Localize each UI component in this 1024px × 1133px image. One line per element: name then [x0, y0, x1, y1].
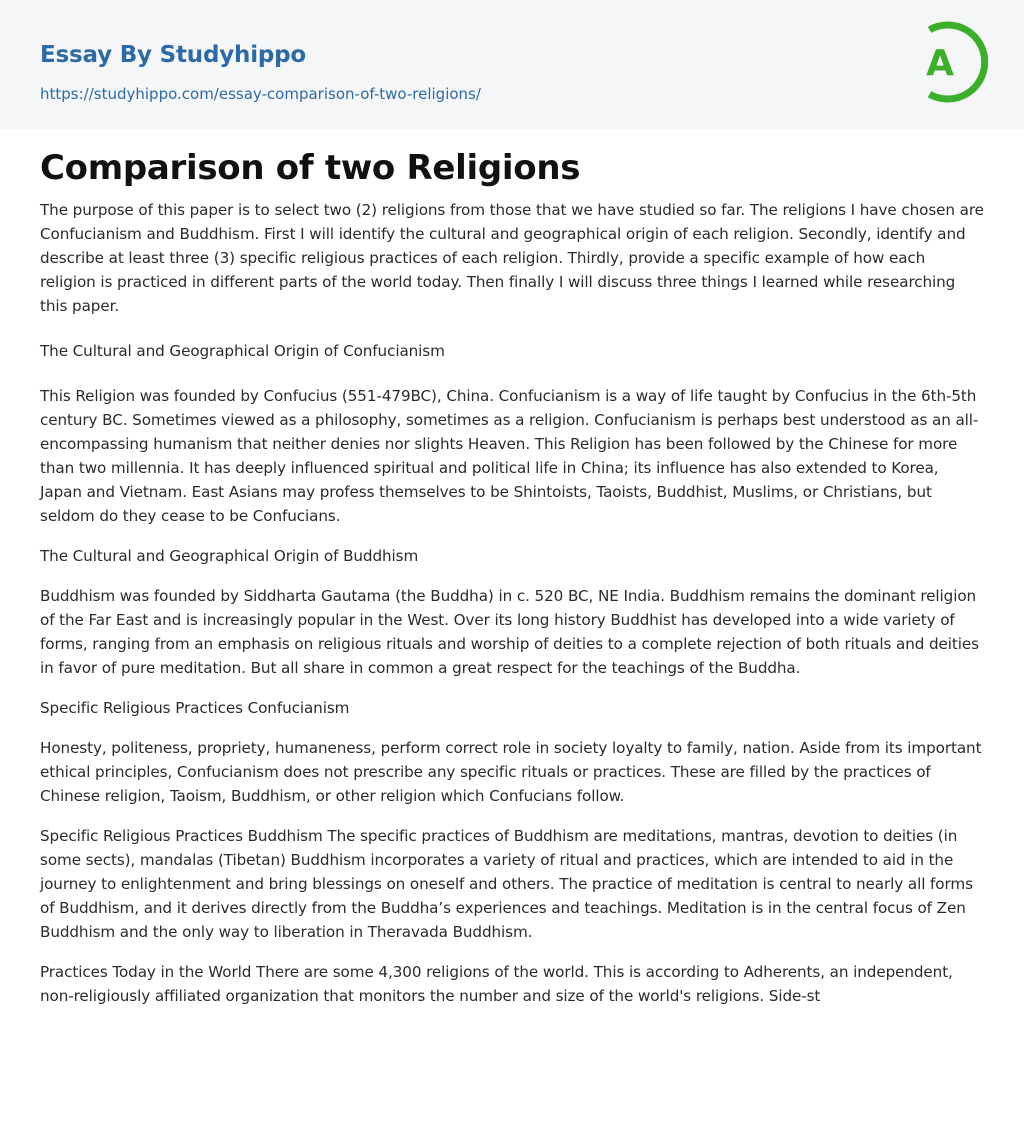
essay-content: [0, 129, 1024, 1008]
heading-confucianism-origin: The Cultural and Geographical Origin of Confucianism: [40, 342, 445, 360]
paragraph-buddhism-practices: Specific Religious Practices Buddhism The specific practices of Buddhism are meditations, mantras, devotion to deities (in some sects), mandalas (Tibetan) Buddhism incorporates a variety of ritual and practices, which are intended to aid in the journey to enlightenment and bring blessings on oneself and others. The practice of meditation is central to nearly all forms of Buddhism, and it derives directly from the Buddha’s experiences and teachings. Meditation is in the central focus of Zen Buddhism and the only way to liberation in Theravada Buddhism.: [40, 827, 973, 941]
paragraph-confucianism-practices: Honesty, politeness, propriety, humaneness, perform correct role in society loyalty to family, nation. Aside from its important ethical principles, Confucianism does not prescribe any specific rituals or practices. These are filled by the practices of Chinese religion, Taoism, Buddhism, or other religion which Confucians follow.: [40, 739, 982, 805]
page-title: Comparison of two Religions: [40, 148, 581, 188]
essay-url-link[interactable]: https://studyhippo.com/essay-comparison-of-two-religions/: [40, 85, 481, 103]
studyhippo-logo-icon[interactable]: [910, 18, 988, 106]
heading-confucianism-practices: Specific Religious Practices Confucianism: [40, 699, 350, 717]
brand-title[interactable]: Essay By Studyhippo: [40, 42, 307, 68]
intro-paragraph: The purpose of this paper is to select two (2) religions from those that we have studied so far. The religions I have chosen are Confucianism and Buddhism. First I will identify the cultural and geographical origin of each religion. Secondly, identify and describe at least three (3) specific religious practices of each religion. Thirdly, provide a specific example of how each religion is practiced in different parts of the world today. Then finally I will discuss three things I learned while researching this paper.: [40, 201, 984, 315]
paragraph-practices-today: Practices Today in the World There are some 4,300 religions of the world. This is according to Adherents, an independent, non-religiously affiliated organization that monitors the number and size of the world's religions. Side-st: [40, 963, 953, 1005]
logo-letter: A: [926, 43, 954, 84]
site-header: [0, 0, 1024, 129]
paragraph-buddhism-origin: Buddhism was founded by Siddharta Gautama (the Buddha) in c. 520 BC, NE India. Buddhism remains the dominant religion of the Far East and is increasingly popular in the West. Over its long history Buddhist has developed into a wide variety of forms, ranging from an emphasis on religious rituals and worship of deities to a complete rejection of both rituals and deities in favor of pure meditation. But all share in common a great respect for the teachings of the Buddha.: [40, 587, 979, 677]
heading-buddhism-origin: The Cultural and Geographical Origin of Buddhism: [40, 547, 419, 565]
paragraph-confucianism-origin: This Religion was founded by Confucius (551-479BC), China. Confucianism is a way of life taught by Confucius in the 6th-5th century BC. Sometimes viewed as a philosophy, sometimes as a religion. Confucianism is perhaps best understood as an all-encompassing humanism that neither denies nor slights Heaven. This Religion has been followed by the Chinese for more than two millennia. It has deeply influenced spiritual and political life in China; its influence has also extended to Korea, Japan and Vietnam. East Asians may profess themselves to be Shintoists, Taoists, Buddhist, Muslims, or Christians, but seldom do they cease to be Confucians.: [40, 387, 979, 525]
